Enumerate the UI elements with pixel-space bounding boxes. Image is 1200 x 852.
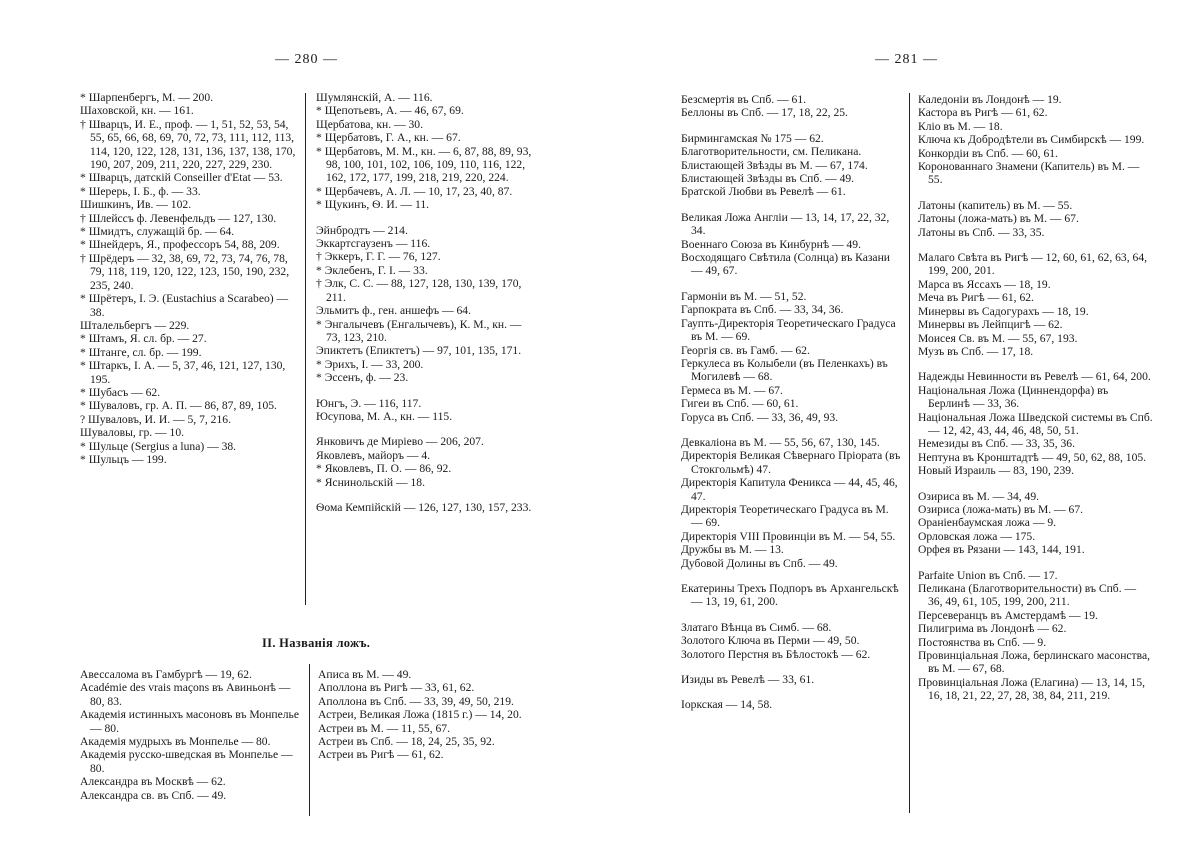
index-entry: Гигеи въ Спб. — 60, 61. [681,397,799,411]
index-entry: * Штаркъ, І. А. — 5, 37, 46, 121, 127, 130, 195. [80,359,286,386]
index-entry: Щербатова, кн. — 30. [316,117,423,131]
index-entry: Блистающей Звѣзды въ М. — 67, 174. [681,158,868,172]
index-entry: Дружбы въ М. — 13. [681,543,784,557]
index-entry: Бирмингамская № 175 — 62. [681,131,824,145]
index-entry: Орловская ложа — 175. [918,529,1036,543]
index-entry: Постоянства въ Спб. — 9. [918,635,1047,649]
index-entry: Гермеса въ М. — 67. [681,383,783,397]
index-entry: * Яснинольскій — 18. [316,475,425,489]
index-entry: Эйнбродтъ — 214. [316,223,408,237]
index-entry: † Шварцъ, И. Е., проф. — 1, 51, 52, 53, 54, 55, 65, 66, 68, 69, 70, 72, 73, 111, 112, 113, 114, 120, 122, 128, 131, 136, 137, 138, 170, 190, 207, 209, 211, 220, 227, 229, 230. [80,117,296,172]
index-entry: Кастора въ Ригѣ — 61, 62. [918,106,1048,120]
index-entry: * Шубасъ — 62. [80,385,161,399]
index-entry: Коронованнаго Знамени (Капитель) въ М. — 55. [918,160,1140,187]
index-column-left-2 [316,91,534,514]
index-entry: Юнгъ, Э. — 116, 117. [316,396,422,410]
index-entry: Изиды въ Ревелѣ — 33, 61. [681,673,815,687]
index-entry: Минервы въ Садогурахъ — 18, 19. [918,304,1089,318]
index-entry: ? Шуваловъ, И. И. — 5, 7, 216. [80,412,231,426]
index-entry: Великая Ложа Англіи — 13, 14, 17, 22, 32, 34. [681,210,890,238]
index-entry: Академія истинныхъ масоновъ въ Монпелье — 80. [80,708,299,735]
index-entry: Каледоніи въ Лондонѣ — 19. [918,93,1062,106]
index-entry: * Шнейдеръ, Я., профессоръ 54, 88, 209. [80,238,280,252]
index-entry: Немезиды въ Спб. — 33, 35, 36. [918,437,1075,451]
index-entry: Братской Любви въ Ревелѣ — 61. [681,185,846,199]
index-entry: † Эккеръ, Г. Г. — 76, 127. [316,250,441,264]
index-entry: Академія русско-шведская въ Монпелье — 80. [80,748,293,775]
index-entry: * Эклебенъ, Г. І. — 33. [316,263,428,277]
index-entry: Національная Ложа (Циннендорфа) въ Берлинѣ — 33, 36. [918,383,1109,411]
index-entry: Шаховской, кн. — 161. [80,104,194,118]
index-entry: Дубовой Долины въ Спб. — 49. [681,556,838,570]
index-entry: Директорія Великая Сѣвернаго Пріората (въ Стокгольмѣ) 47. [681,449,901,476]
index-entry: Благотворительности, см. Пеликана. [681,145,862,159]
index-entry: Златаго Вѣнца въ Симб. — 68. [681,620,832,634]
column-divider [909,93,910,813]
index-entry: Директорія Капитула Феникса — 44, 45, 46, 47. [681,476,898,503]
index-entry: Военнаго Союза въ Кинбурнѣ — 49. [681,237,862,251]
index-entry: Безсмертія въ Спб. — 61. [681,93,807,106]
index-entry: Ѳома Кемпійскій — 126, 127, 130, 157, 233. [316,500,532,514]
index-entry: Пеликана (Благотворительности) въ Спб. — 36, 49, 61, 105, 199, 200, 211. [918,582,1137,609]
index-entry: Шуваловы, гр. — 10. [80,426,185,440]
index-entry: † Шлейссъ ф. Левенфельдъ — 127, 130. [80,211,277,225]
index-entry: Юсупова, М. А., кн. — 115. [316,409,453,423]
index-entry: Меча въ Ригѣ — 61, 62. [918,291,1034,305]
index-entry: Беллоны въ Спб. — 17, 18, 22, 25. [681,106,848,120]
index-entry: Минервы въ Лейпцигѣ — 62. [918,318,1063,332]
index-entry: Гарпократа въ Спб. — 33, 34, 36. [681,303,844,317]
index-entry: Аписа въ М. — 49. [318,668,412,681]
index-entry: Малаго Свѣта въ Ригѣ — 12, 60, 61, 62, 63, 64, 199, 200, 201. [918,251,1148,278]
index-entry: Озириса (ложа-мать) въ М. — 67. [918,502,1084,516]
right-page [600,0,1200,852]
index-entry: Золотого Перстня въ Бѣлостокѣ — 62. [681,647,871,661]
index-entry: Эккартсгаузенъ — 116. [316,237,431,251]
index-entry: Ораніенбаумская ложа — 9. [918,516,1057,530]
index-entry: Астреи въ Спб. — 18, 24, 25, 35, 92. [318,735,495,749]
index-entry: * Шарпенбергъ, М. — 200. [80,91,214,104]
index-column-left-1 [80,91,298,466]
index-entry: Аполлона въ Ригѣ — 33, 61, 62. [318,681,475,695]
index-entry: Девкаліона въ М. — 55, 56, 67, 130, 145. [681,435,880,449]
index-entry: * Щепотьевъ, А. — 46, 67, 69. [316,104,464,118]
index-entry: Пилигрима въ Лондонѣ — 62. [918,622,1067,636]
index-entry: * Шмидтъ, служащій бр. — 64. [80,225,235,239]
index-entry: Провинціальная Ложа (Елагина) — 13, 14, 15, 16, 18, 21, 22, 27, 28, 38, 84, 211, 219. [918,675,1146,703]
index-entry: Латоны (капитель) въ М. — 55. [918,198,1073,212]
index-entry: Александра въ Москвѣ — 62. [80,775,226,789]
index-entry: † Элк, С. С. — 88, 127, 128, 130, 139, 170, 211. [316,277,522,304]
index-entry: Авессалома въ Гамбургѣ — 19, 62. [80,668,252,681]
index-entry: * Щербатовъ, М. М., кн. — 6, 87, 88, 89, 93, 98, 100, 101, 102, 106, 109, 110, 116, 122, 162, 172, 177, 199, 218, 219, 220, 224. [316,144,532,185]
index-entry: Провинціальная Ложа, берлинскаго масонства, въ М. — 67, 68. [918,649,1150,676]
index-entry: Académie des vrais maçons въ Авиньонѣ — 80, 83. [80,681,291,708]
index-entry: * Штанге, сл. бр. — 199. [80,345,202,359]
index-entry: * Эссенъ, ф. — 23. [316,371,409,385]
index-entry: Александра св. въ Спб. — 49. [80,788,227,802]
index-entry: * Шульце (Sergius a luna) — 38. [80,439,237,453]
page-number-right: — 281 — [875,52,938,67]
index-entry: Кліо въ М. — 18. [918,119,1003,133]
index-entry: Латоны (ложа-мать) въ М. — 67. [918,212,1079,226]
index-entry: * Шварцъ, датскій Conseiller d'Etat — 53. [80,171,283,185]
index-entry: * Щербатовъ, Г. А., кн. — 67. [316,131,461,145]
lodge-column-right-1 [681,93,901,712]
index-entry: * Шульцъ — 199. [80,452,167,466]
index-entry: Музъ въ Спб. — 17, 18. [918,344,1034,358]
page-number-left: — 280 — [275,52,338,67]
index-entry: Новый Израиль — 83, 190, 239. [918,464,1074,478]
index-entry: † Шрёдеръ — 32, 38, 69, 72, 73, 74, 76, 78, 79, 118, 119, 120, 122, 123, 150, 190, 232, 235, 240. [80,251,290,292]
index-entry: Аполлона въ Спб. — 33, 39, 49, 50, 219. [318,694,514,708]
index-entry: Національная Ложа Шведской системы въ Спб. — 12, 42, 43, 44, 46, 48, 50, 51. [918,410,1153,437]
index-entry: Parfaite Union въ Спб. — 17. [918,568,1058,582]
index-entry: Георгія св. въ Гамб. — 62. [681,343,810,357]
index-entry: Директорія Теоретическаго Градуса въ М. — 69. [681,502,889,530]
index-entry: Гармоніи въ М. — 51, 52. [681,289,807,303]
index-entry: Яковлевъ, майоръ — 4. [316,448,431,462]
index-entry: Директорія VIII Провинціи въ М. — 54, 55. [681,529,896,543]
index-entry: Эльмитъ ф., ген. аншефъ — 64. [316,304,471,318]
column-divider [305,93,306,605]
index-entry: Астреи въ М. — 11, 55, 67. [318,721,451,735]
index-entry: * Эрихъ, І. — 33, 200. [316,357,424,371]
index-entry: Эпиктетъ (Епиктетъ) — 97, 101, 135, 171. [316,344,522,358]
index-entry: Латоны въ Спб. — 33, 35. [918,225,1045,239]
section-title: II. Названія ложъ. [262,636,371,650]
index-entry: * Штамъ, Я. сл. бр. — 27. [80,332,207,346]
index-entry: * Щукинъ, Ѳ. И. — 11. [316,198,430,212]
column-divider [309,664,310,816]
index-entry: Астреи въ Ригѣ — 61, 62. [318,748,444,762]
index-entry: Екатерины Трехъ Подпоръ въ Архангельскѣ — 13, 19, 61, 200. [681,582,899,609]
index-entry: * Яковлевъ, П. О. — 86, 92. [316,462,452,476]
index-entry: Золотого Ключа въ Перми — 49, 50. [681,634,860,648]
index-entry: Персеверанцъ въ Амстердамѣ — 19. [918,608,1098,622]
lodge-column-left-1 [80,668,302,802]
index-entry: Горуса въ Спб. — 33, 36, 49, 93. [681,410,839,424]
index-entry: Орфея въ Рязани — 143, 144, 191. [918,543,1085,557]
index-entry: Моисея Св. въ М. — 55, 67, 193. [918,331,1078,345]
index-entry: Шталельбергъ — 229. [80,318,190,332]
index-entry: Ключа къ Добродѣтели въ Симбирскѣ — 199. [918,133,1145,147]
index-entry: Нептуна въ Кронштадтѣ — 49, 50, 62, 88, 105. [918,450,1147,464]
index-entry: * Энгалычевъ (Енгалычевъ), К. М., кн. — 73, 123, 210. [316,317,522,344]
index-entry: Восходящаго Свѣтила (Солнца) въ Казани — 49, 67. [681,251,890,278]
lodge-column-right-2 [918,93,1153,703]
index-entry: Марса въ Яссахъ — 18, 19. [918,277,1051,291]
index-entry: * Шрётеръ, І. Э. (Eustachius a Scarabeo) — 38. [80,292,289,319]
index-entry: Гаупть-Директорія Теоретическаго Градуса въ М. — 69. [681,316,896,344]
index-entry: * Щербачевъ, А. Л. — 10, 17, 23, 40, 87. [316,184,513,198]
index-entry: Блистающей Звѣзды въ Спб. — 49. [681,172,855,186]
index-entry: Академія мудрыхъ въ Монпелье — 80. [80,735,271,749]
index-entry: Іоркская — 14, 58. [681,698,773,712]
index-entry: Шумлянскій, А. — 116. [316,91,433,104]
index-entry: * Шуваловъ, гр. А. П. — 86, 87, 89, 105. [80,399,277,413]
index-entry: Шишкинъ, Ив. — 102. [80,198,192,212]
index-entry: Астреи, Великая Ложа (1815 г.) — 14, 20. [318,708,522,722]
index-entry: Надежды Невинности въ Ревелѣ — 61, 64, 200. [918,370,1151,384]
index-entry: Янковичъ де Миріево — 206, 207. [316,435,484,449]
index-entry: Конкордіи въ Спб. — 60, 61. [918,146,1058,160]
lodge-column-left-2 [318,668,528,762]
index-entry: Геркулеса въ Колыбели (въ Пеленкахъ) въ Могилевѣ — 68. [681,356,888,384]
index-entry: * Шерерь, І. Б., ф. — 33. [80,184,201,198]
index-entry: Озириса въ М. — 34, 49. [918,489,1040,503]
